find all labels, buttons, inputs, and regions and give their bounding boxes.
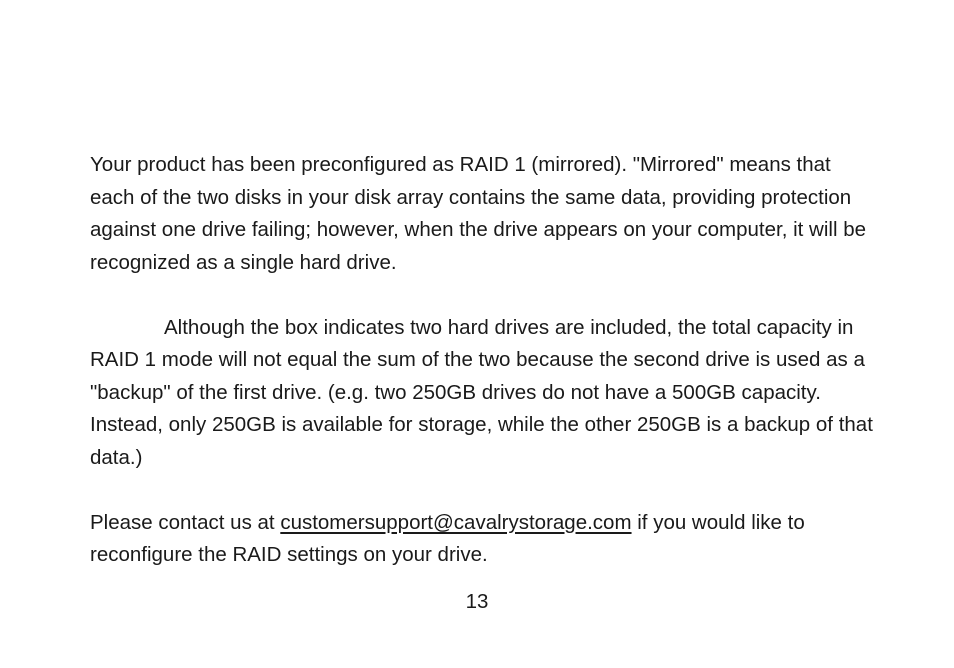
- contact-text-before: Please contact us at: [90, 510, 281, 534]
- capacity-paragraph-text: Although the box indicates two hard drives are included, the total capacity in RAID 1 mode will not equal the sum of the two because the second drive is used as a "backup" of the first drive. (e.g. two 250GB drives do not have a 500GB capacity. Instead, only 250GB is available for storage, while the other 250GB is a backup of that data.): [90, 315, 873, 469]
- document-body: [90, 149, 880, 572]
- page-number: 13: [465, 590, 489, 613]
- contact-paragraph: [90, 507, 880, 572]
- support-email-link[interactable]: customersupport@cavalrystorage.com: [280, 510, 632, 534]
- raid-intro-paragraph: Your product has been preconfigured as RAID 1 (mirrored). "Mirrored" means that each of the two disks in your disk array contains the same data, providing protection against one drive failing; however, when the drive appears on your computer, it will be recognized as a single hard drive.: [90, 153, 867, 274]
- contact-text-after: if you would like to reconfigure the RAID settings on your drive.: [90, 510, 805, 566]
- capacity-paragraph: [90, 312, 880, 475]
